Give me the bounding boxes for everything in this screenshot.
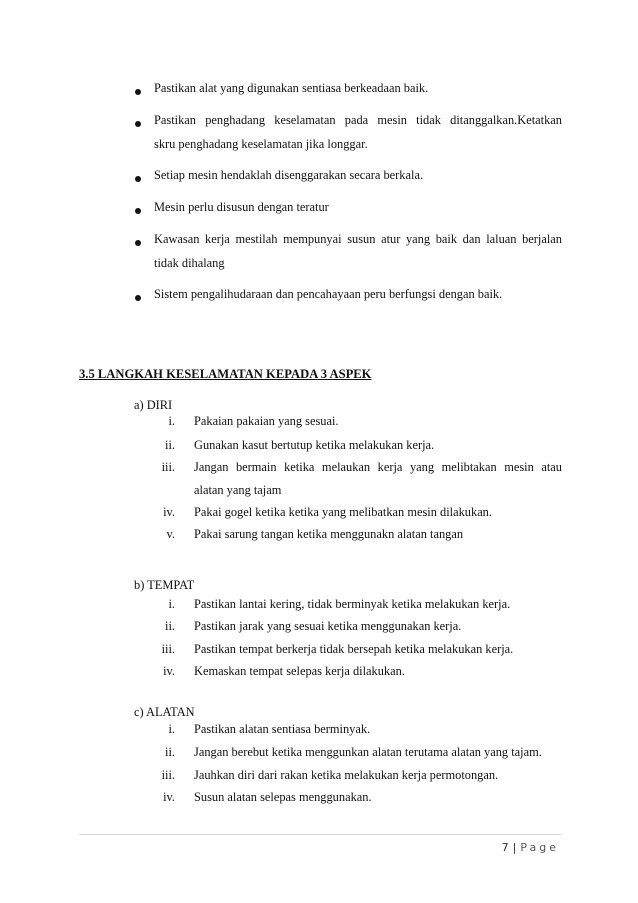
bullet-icon	[135, 208, 141, 214]
item-number: iv.	[163, 505, 175, 519]
item-text: Kemaskan tempat selepas kerja dilakukan.	[194, 664, 405, 678]
section-label: a) DIRI	[134, 398, 173, 412]
item-text: Jangan berebut ketika menggunkan alatan terutama alatan yang tajam.	[194, 745, 542, 759]
item-text: Gunakan kasut bertutup ketika melakukan kerja.	[194, 438, 435, 452]
item-number: iii.	[161, 768, 175, 782]
item-number: ii.	[165, 745, 175, 759]
item-text: Pakai gogel ketika ketika yang melibatkan mesin dilakukan.	[194, 505, 492, 519]
bullet-text: Pastikan penghadang keselamatan pada mesin tidak ditanggalkan.Ketatkan	[154, 113, 562, 127]
section-heading: 3.5 LANGKAH KESELAMATAN KEPADA 3 ASPEK	[79, 367, 372, 381]
bullet-text: skru penghadang keselamatan jika longgar.	[154, 137, 368, 151]
item-text: Pastikan jarak yang sesuai ketika menggunakan kerja.	[194, 619, 462, 633]
item-number: v.	[166, 527, 175, 541]
section-label: c) ALATAN	[134, 705, 195, 719]
page-number: 7	[501, 841, 509, 854]
bullet-icon	[135, 89, 141, 95]
item-text: Susun alatan selepas menggunakan.	[194, 790, 372, 804]
bullet-icon	[135, 121, 141, 127]
bullet-icon	[135, 176, 141, 182]
bullet-icon	[135, 240, 141, 246]
footer-divider	[79, 834, 562, 835]
item-number: ii.	[165, 619, 175, 633]
item-number: iv.	[163, 664, 175, 678]
bullet-text: Sistem pengalihudaraan dan pencahayaan peru berfungsi dengan baik.	[154, 287, 503, 301]
item-number: i.	[168, 597, 175, 611]
item-number: iv.	[163, 790, 175, 804]
item-number: iii.	[161, 642, 175, 656]
bullet-icon	[135, 295, 141, 301]
item-text: Pakaian pakaian yang sesuai.	[194, 414, 339, 428]
item-text: Jauhkan diri dari rakan ketika melakukan kerja permotongan.	[194, 768, 499, 782]
item-text: Pastikan alatan sentiasa berminyak.	[194, 722, 371, 736]
bullet-text: Mesin perlu disusun dengan teratur	[154, 200, 329, 214]
footer-separator: |	[512, 841, 517, 854]
bullet-text: Pastikan alat yang digunakan sentiasa berkeadaan baik.	[154, 81, 429, 95]
page-footer	[502, 841, 559, 854]
bullet-text: tidak dihalang	[154, 256, 225, 270]
item-text: alatan yang tajam	[194, 483, 282, 497]
item-text: Jangan bermain ketika melaukan kerja yang melibtakan mesin atau	[194, 460, 562, 474]
page-word: Page	[520, 841, 559, 854]
item-number: i.	[168, 414, 175, 428]
item-number: ii.	[165, 438, 175, 452]
item-text: Pastikan tempat berkerja tidak bersepah ketika melakukan kerja.	[194, 642, 514, 656]
section-label: b) TEMPAT	[134, 578, 195, 592]
item-text: Pastikan lantai kering, tidak berminyak ketika melakukan kerja.	[194, 597, 511, 611]
bullet-text: Setiap mesin hendaklah disenggarakan secara berkala.	[154, 168, 424, 182]
bullet-text: Kawasan kerja mestilah mempunyai susun atur yang baik dan laluan berjalan	[154, 232, 562, 246]
item-number: iii.	[161, 460, 175, 474]
item-text: Pakai sarung tangan ketika menggunakn alatan tangan	[194, 527, 464, 541]
item-number: i.	[168, 722, 175, 736]
